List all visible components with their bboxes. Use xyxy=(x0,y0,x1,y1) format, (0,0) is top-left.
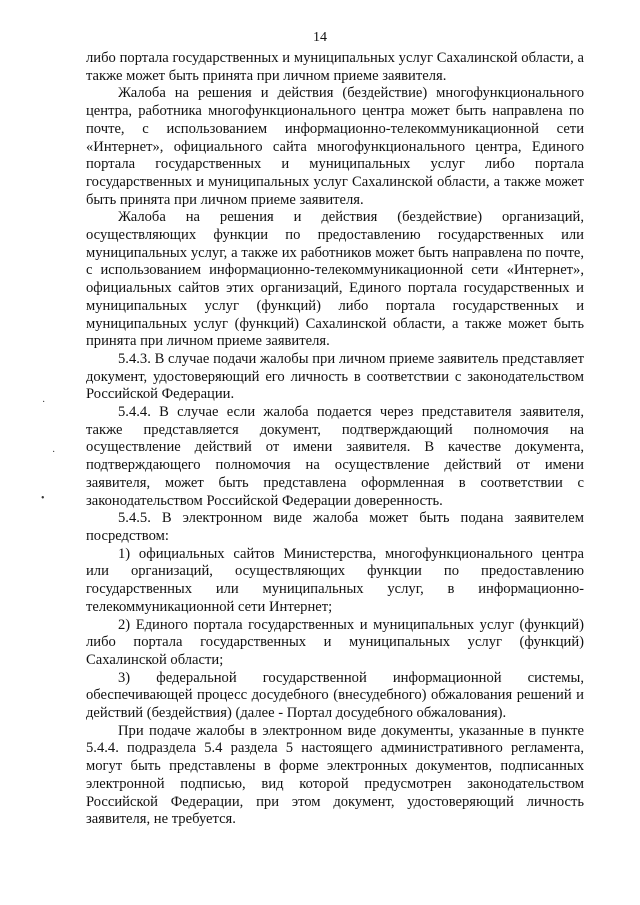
list-item-1: 1) официальных сайтов Министерства, многофункционального центра или организаций, осуществляющих функции по предоставлению государственных или муниципальных услуг, в информационно-телекоммуникационной сети Интернет; xyxy=(86,545,584,615)
paragraph-mfc-complaint: Жалоба на решения и действия (бездействие) многофункционального центра, работника многофункционального центра может быть направлена по почте, с использованием информационно-телекоммуникационной сети «Интернет», официального сайта многофункционального центра, Единого портала государственных и муниципальных услуг либо портала государственных и муниципальных услуг Сахалинской области, а также может быть принята при личном приеме заявителя. xyxy=(86,85,584,208)
page-number: 14 xyxy=(313,30,327,45)
paragraph-electronic-documents: При подаче жалобы в электронном виде документы, указанные в пункте 5.4.4. подраздела 5.4 раздела 5 настоящего административного регламента, могут быть представлены в форме электронных документов, подписанных электронной подписью, вид которой предусмотрен законодательством Российской Федерации, при этом документ, удостоверяющий личность заявителя, не требуется. xyxy=(86,722,584,828)
scan-speck: · xyxy=(42,397,46,408)
list-item-3: 3) федеральной государственной информационной системы, обеспечивающей процесс досудебного (внесудебного) обжалования решений и действий (бездействия) (далее - Портал досудебного обжалования). xyxy=(86,669,584,722)
paragraph-5-4-5: 5.4.5. В электронном виде жалоба может быть подана заявителем посредством: xyxy=(86,510,584,544)
list-item-2: 2) Единого портала государственных и муниципальных услуг (функций) либо портала государственных и муниципальных услуг (функций) Сахалинской области; xyxy=(86,616,584,668)
paragraph-5-4-4: 5.4.4. В случае если жалоба подается через представителя заявителя, также представляется документ, подтверждающий полномочия на осуществление действий от имени заявителя. В качестве документа, подтверждающего полномочия на осуществление действий от имени заявителя, может быть представлена оформленная в соответствии с законодательством Российской Федерации доверенность. xyxy=(86,404,584,509)
scan-speck: · xyxy=(52,447,56,458)
document-body xyxy=(86,50,584,829)
paragraph-continuation: либо портала государственных и муниципальных услуг Сахалинской области, а также может быть принята при личном приеме заявителя. xyxy=(86,50,584,84)
scan-speck: • xyxy=(41,493,45,504)
paragraph-organizations-complaint: Жалоба на решения и действия (бездействие) организаций, осуществляющих функции по предоставлению государственных или муниципальных услуг, а также их работников может быть направлена по почте, с использованием информационно-телекоммуникационной сети «Интернет», официальных сайтов этих организаций, Единого портала государственных и муниципальных услуг (функций) либо портала государственных и муниципальных услуг (функций) Сахалинской области, а также может быть принята при личном приеме заявителя. xyxy=(86,209,584,350)
paragraph-5-4-3: 5.4.3. В случае подачи жалобы при личном приеме заявитель представляет документ, удостоверяющий его личность в соответствии с законодательством Российской Федерации. xyxy=(86,350,584,403)
